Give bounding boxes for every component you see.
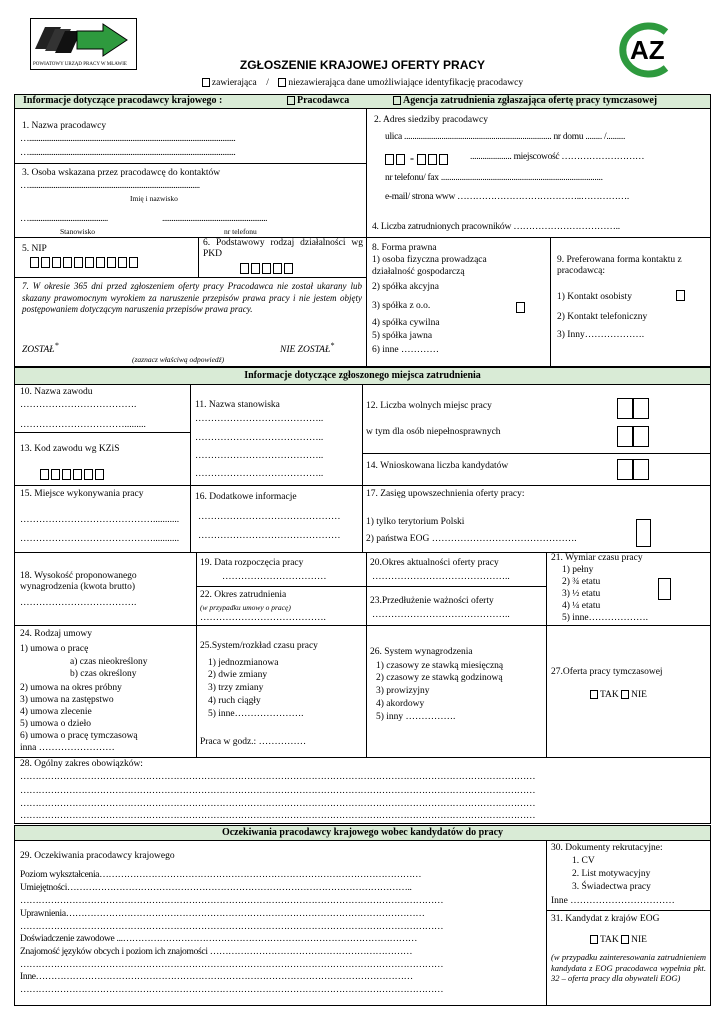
f17-opt1[interactable]: 1) tylko terytorium Polski — [366, 517, 465, 527]
f9-checkbox[interactable] — [676, 290, 685, 301]
f29-education[interactable]: Poziom wykształcenia…………………………………………………………………………………………… — [20, 870, 422, 880]
f25-item-4[interactable]: 4) ruch ciągły — [208, 696, 261, 706]
f24-item-6[interactable]: 6) umowa o pracę tymczasową — [20, 731, 138, 741]
f9-item-2[interactable]: 2) Kontakt telefoniczny — [557, 312, 648, 322]
f13-code-boxes[interactable] — [40, 469, 106, 480]
subtitle-opt1: zawierająca — [211, 78, 257, 88]
f25-hours[interactable]: Praca w godz.: …………… — [200, 737, 307, 747]
f12b-label: w tym dla osób niepełnosprawnych — [366, 427, 501, 437]
f21-item-1[interactable]: 1) pełny — [562, 565, 594, 575]
f31-options[interactable] — [590, 935, 647, 946]
f24-item-4[interactable]: 4) umowa zlecenie — [20, 707, 92, 717]
checkbox-pracodawca[interactable] — [287, 96, 295, 105]
f26-item-5[interactable]: 5) inny ……………. — [376, 712, 456, 722]
f29-licenses[interactable]: Uprawnienia……………………………………………………………………………………………………… — [20, 909, 425, 919]
f15-line1[interactable]: ……………………………………........... — [20, 515, 180, 525]
f30-item-1[interactable]: 1. CV — [572, 856, 595, 866]
f21-item-2[interactable]: 2) ¾ etatu — [562, 577, 601, 587]
f3-pos-line[interactable]: ….......................................... — [20, 214, 108, 224]
f21-item-3[interactable]: 3) ½ etatu — [562, 589, 601, 599]
f2-label: 2. Adres siedziby pracodawcy — [374, 115, 488, 125]
f11-line2[interactable]: ………………………………….. — [195, 433, 324, 443]
f1-line1[interactable]: ….............................................................................................................. — [20, 134, 236, 144]
f16-label: 16. Dodatkowe informacje — [195, 492, 297, 502]
f8-item-5[interactable]: 5) spółka jawna — [372, 331, 433, 341]
f29-blank1[interactable]: ………………………………………………………………………………………………………………………… — [20, 896, 444, 906]
f22-line[interactable]: …………………………………. — [200, 613, 326, 623]
f26-item-2[interactable]: 2) czasowy ze stawką godzinową — [376, 673, 503, 683]
section3-header: Oczekiwania pracodawcy krajowego wobec kandydatów do pracy — [14, 825, 711, 841]
f7-option-yes[interactable]: ZOSTAŁ* — [22, 341, 59, 356]
f13-label: 13. Kod zawodu wg KZiS — [20, 444, 120, 454]
f14-boxes[interactable] — [617, 459, 649, 480]
f24-item-2[interactable]: 2) umowa na okres próbny — [20, 683, 122, 693]
f25-item-5[interactable]: 5) inne…………………. — [208, 709, 304, 719]
f11-line3[interactable]: ………………………………….. — [195, 451, 324, 461]
f9-label: 9. Preferowana forma kontaktu z pracodawcą: — [557, 255, 682, 276]
f23-label: 23.Przedłużenie ważności oferty — [370, 596, 494, 606]
f30-label: 30. Dokumenty rekrutacyjne: — [551, 843, 663, 853]
f7-yes-text: ZOSTAŁ — [22, 345, 55, 356]
f31-no-checkbox[interactable] — [621, 935, 629, 944]
f9-item-1[interactable]: 1) Kontakt osobisty — [557, 292, 632, 302]
pup-logo-caption: POWIATOWY URZĄD PRACY W MŁAWIE — [33, 62, 127, 67]
f29-languages[interactable]: Znajomość języków obcych i poziom ich znajomości ………………………………………………………… — [20, 947, 413, 957]
f3-phone-caption: nr telefonu — [224, 227, 257, 236]
f1-label: 1. Nazwa pracodawcy — [22, 121, 107, 131]
f30-item-3[interactable]: 3. Świadectwa pracy — [572, 882, 651, 892]
f6-pkd-boxes[interactable] — [240, 263, 295, 274]
f3-label: 3. Osoba wskazana przez pracodawcę do kontaktów — [22, 168, 221, 178]
f21-label: 21. Wymiar czasu pracy — [551, 553, 643, 563]
f6-label: 6. Podstawowy rodzaj działalności wg PKD — [203, 238, 363, 259]
f17-checkbox[interactable] — [636, 519, 651, 547]
f25-item-3[interactable]: 3) trzy zmiany — [208, 683, 264, 693]
f2-email[interactable]: e-mail/ strona www …………………………………..……………. — [385, 192, 629, 202]
f28-line3[interactable]: …………………………………………………………………………………………………………………………………………………… — [20, 799, 536, 809]
f31-yes: TAK — [600, 935, 619, 945]
f15-line2[interactable]: ……………………………………........... — [20, 534, 180, 544]
f31-yes-checkbox[interactable] — [590, 935, 598, 944]
f28-line2[interactable]: …………………………………………………………………………………………………………………………………………………… — [20, 786, 536, 796]
f8-item-6[interactable]: 6) inne ………… — [372, 345, 440, 355]
f3-pos-caption: Stanowisko — [60, 227, 96, 236]
subtitle-opt2: niezawierająca dane umożliwiające identyfikację pracodawcy — [288, 78, 524, 88]
f29-skills[interactable]: Umiejętności………………………………………………………………………………………………….. — [20, 883, 412, 893]
f24-label: 24. Rodzaj umowy — [20, 629, 93, 639]
f17-label: 17. Zasięg upowszechnienia oferty pracy: — [366, 489, 525, 499]
f8-checkbox[interactable] — [516, 302, 525, 313]
f20-label: 20.Okres aktualności oferty pracy — [370, 558, 499, 568]
f23-line[interactable]: …………………………………….. — [372, 610, 510, 620]
opt-pracodawca: Pracodawca — [297, 95, 350, 106]
f5-label: 5. NIP — [22, 244, 47, 254]
f26-item-4[interactable]: 4) akordowy — [376, 699, 425, 709]
f7-option-no[interactable]: NIE ZOSTAŁ* — [280, 341, 335, 356]
f26-label: 26. System wynagrodzenia — [370, 647, 473, 657]
f31-note: (w przypadku zainteresowania zatrudnieniem kandydata z EOG pracodawca wypełnia pkt. 32 – oferta pracy dla obywateli EOG) — [551, 952, 706, 983]
f24-item-1[interactable]: 1) umowa o pracę — [20, 644, 89, 654]
f11-line4[interactable]: ………………………………….. — [195, 469, 324, 479]
subtitle-sep: / — [266, 78, 269, 88]
f9-item-3[interactable]: 3) Inny………………. — [557, 330, 645, 340]
f14-label: 14. Wnioskowana liczba kandydatów — [366, 461, 509, 471]
subtitle — [0, 78, 725, 89]
f29-blank2[interactable]: ………………………………………………………………………………………………………………………… — [20, 922, 444, 932]
f31-label: 31. Kandydat z krajów EOG — [551, 914, 660, 924]
f7-statement: 7. W okresie 365 dni przed zgłoszeniem oferty pracy Pracodawca nie został ukarany lub skazany prawomocnym wyrokiem za naruszenie przepisów prawa pracy i nie jestem objęty postępowaniem dotyczącym naruszenia przepisów prawa pracy. — [22, 281, 362, 314]
f1-line2[interactable]: ….............................................................................................................. — [20, 148, 236, 158]
f27-yes-checkbox[interactable] — [590, 690, 598, 699]
f24-item-5[interactable]: 5) umowa o dzieło — [20, 719, 91, 729]
f17-opt2[interactable]: 2) państwa EOG ………………………………………. — [366, 534, 577, 544]
f28-line4[interactable]: …………………………………………………………………………………………………………………………………………………… — [20, 811, 536, 821]
f27-yes: TAK — [600, 690, 619, 700]
opt-agencja: Agencja zatrudnienia zgłaszająca ofertę pracy tymczasowej — [403, 95, 658, 106]
f30-item-2[interactable]: 2. List motywacyjny — [572, 869, 651, 879]
f19-line[interactable]: …………………………… — [222, 572, 327, 582]
f27-no: NIE — [631, 690, 647, 700]
f8-item-2[interactable]: 2) spółka akcyjna — [372, 282, 440, 292]
f8-item-1b: działalność gospodarczą — [372, 267, 465, 277]
f10-line1[interactable]: ………………………………. — [20, 400, 137, 410]
f29-label: 29. Oczekiwania pracodawcy krajowego — [20, 851, 175, 861]
f21-item-5[interactable]: 5) inne………………. — [562, 613, 649, 623]
f25-label: 25.System/rozkład czasu pracy — [200, 641, 318, 651]
f22-label: 22. Okres zatrudnienia — [200, 590, 287, 600]
f12b-boxes[interactable] — [617, 426, 649, 447]
f11-label: 11. Nazwa stanowiska — [195, 400, 280, 410]
f16-line2[interactable]: ……………………………………… — [198, 531, 341, 541]
f31-no: NIE — [631, 935, 647, 945]
f27-options[interactable] — [590, 690, 647, 701]
f15-label: 15. Miejsce wykonywania pracy — [20, 489, 144, 499]
f12-label: 12. Liczba wolnych miejsc pracy — [366, 401, 492, 411]
f26-item-1[interactable]: 1) czasowy ze stawką miesięczną — [376, 661, 504, 671]
f8-item-1[interactable]: 1) osoba fizyczna prowadząca — [372, 255, 487, 265]
f16-line1[interactable]: ……………………………………… — [198, 512, 341, 522]
f2-phone[interactable]: nr telefonu/ fax .............................................................................. — [385, 173, 603, 183]
f3-phone-line[interactable]: ........................................................ — [162, 214, 267, 224]
f21-item-4[interactable]: 4) ¼ etatu — [562, 601, 601, 611]
checkbox-agencja[interactable] — [393, 96, 401, 105]
f11-line1[interactable]: ………………………………….. — [195, 414, 324, 424]
f28-line1[interactable]: …………………………………………………………………………………………………………………………………………………… — [20, 772, 536, 782]
section1-header — [14, 94, 711, 109]
f10-line2[interactable]: ……………………………......... — [20, 420, 146, 430]
f29-blank4[interactable]: ………………………………………………………………………………………………………………………… — [20, 985, 444, 995]
f18-line[interactable]: ………………………………. — [20, 598, 137, 608]
f24-item-1a[interactable]: a) czas nieokreślony — [70, 657, 148, 667]
f30-other[interactable]: Inne …………………………… — [551, 896, 675, 906]
page-title: ZGŁOSZENIE KRAJOWEJ OFERTY PRACY — [239, 58, 486, 72]
f7-note: (zaznacz właściwą odpowiedź) — [132, 355, 225, 364]
f29-experience[interactable]: Doświadczenie zawodowe ...…………………………………………………………………………………… — [20, 934, 418, 944]
f27-label: 27.Oferta pracy tymczasowej — [551, 667, 663, 677]
f29-other[interactable]: Inne…………………………………………………………………………………………………………… — [20, 972, 413, 982]
f2-street[interactable]: ulica ....................................................................... nr domu ........ /......... — [385, 132, 626, 142]
f21-checkbox[interactable] — [658, 578, 671, 600]
f18-label: 18. Wysokość proponowanego wynagrodzenia (kwota brutto) — [20, 571, 137, 592]
f2-postal-code[interactable]: - — [385, 151, 450, 166]
f12-boxes[interactable] — [617, 398, 649, 419]
f3-name-line[interactable]: …........................................................................................... — [20, 181, 200, 191]
pup-logo-graphic — [31, 19, 134, 59]
checkbox-with-data[interactable] — [202, 78, 210, 87]
f27-no-checkbox[interactable] — [621, 690, 629, 699]
f10-label: 10. Nazwa zawodu — [20, 387, 93, 397]
f4-label[interactable]: 4. Liczba zatrudnionych pracowników …………………………….. — [372, 222, 620, 232]
f20-line[interactable]: …………………………………….. — [372, 572, 510, 582]
f25-item-2[interactable]: 2) dwie zmiany — [208, 670, 268, 680]
f8-item-4[interactable]: 4) spółka cywilna — [372, 318, 440, 328]
f19-label: 19. Data rozpoczęcia pracy — [200, 558, 304, 568]
f7-no-text: NIE ZOSTAŁ — [280, 345, 331, 356]
f8-label: 8. Forma prawna — [372, 243, 437, 253]
f29-blank3[interactable]: ………………………………………………………………………………………………………………………… — [20, 960, 444, 970]
f3-name-caption: Imię i nazwisko — [130, 194, 178, 203]
f25-item-1[interactable]: 1) jednozmianowa — [208, 658, 279, 668]
f24-item-6b[interactable]: inna …………………… — [20, 743, 115, 753]
f8-item-3[interactable]: 3) spółka z o.o. — [372, 301, 431, 311]
az-logo-text: AZ — [630, 35, 665, 65]
checkbox-without-data[interactable] — [278, 78, 286, 87]
section1-title: Informacje dotyczące pracodawcy krajowego : — [23, 95, 223, 106]
section2-header: Informacje dotyczące zgłoszonego miejsca zatrudnienia — [14, 367, 711, 385]
f5-nip-boxes[interactable] — [30, 257, 140, 268]
f2-city[interactable]: .................... miejscowość ……………………… — [470, 152, 645, 162]
f26-item-3[interactable]: 3) prowizyjny — [376, 686, 430, 696]
f22-note: (w przypadku umowy o pracę) — [200, 603, 291, 612]
f28-label: 28. Ogólny zakres obowiązków: — [20, 759, 143, 769]
f24-item-1b[interactable]: b) czas określony — [70, 669, 137, 679]
f24-item-3[interactable]: 3) umowa na zastępstwo — [20, 695, 114, 705]
